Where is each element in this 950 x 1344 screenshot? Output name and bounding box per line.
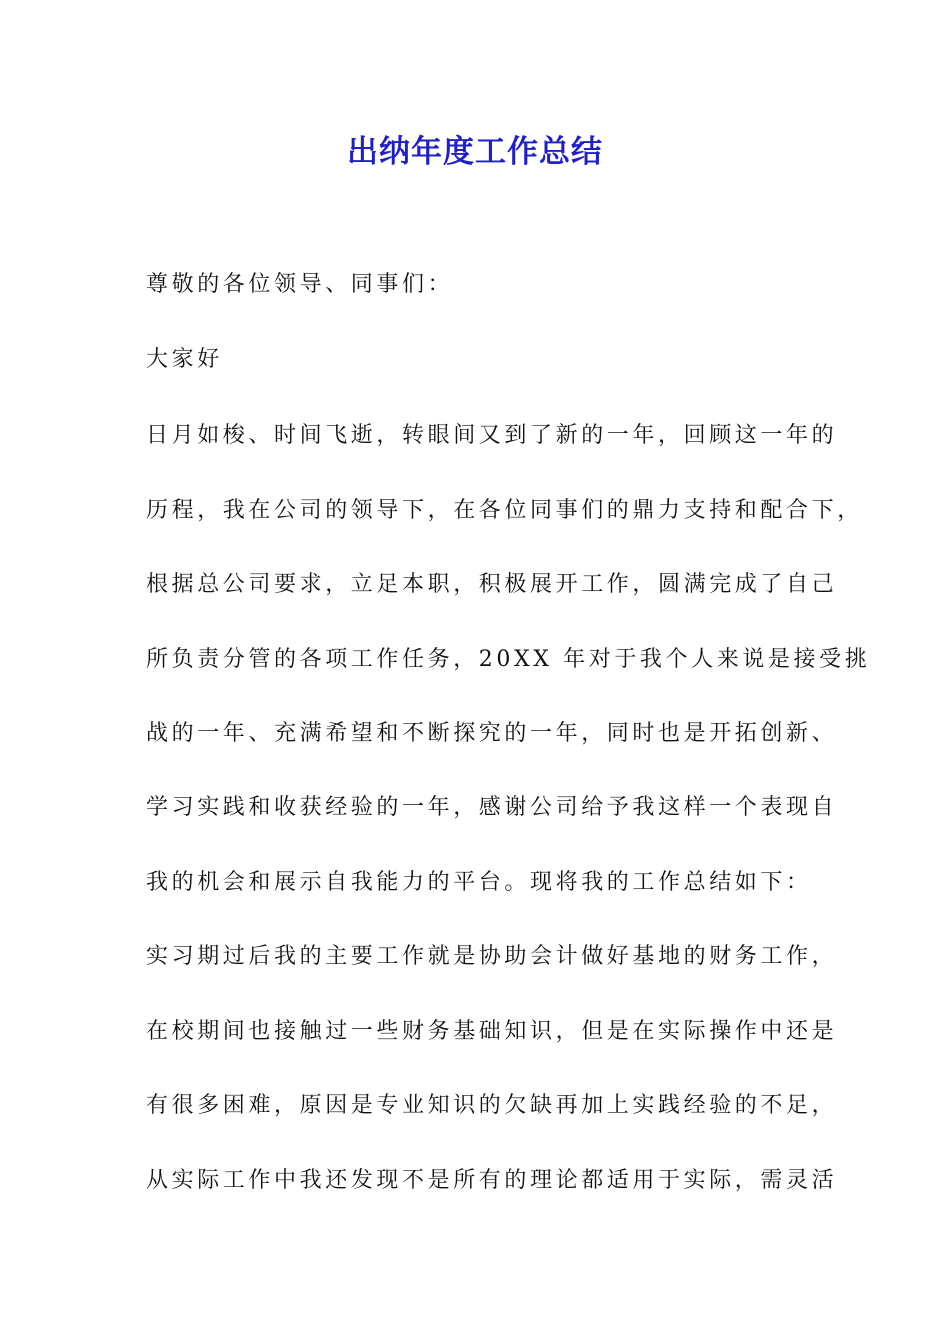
greeting-line: 大家好 (146, 347, 223, 372)
paragraph-line: 在校期间也接触过一些财务基础知识，但是在实际操作中还是 (146, 1019, 838, 1044)
paragraph-line: 我的机会和展示自我能力的平台。现将我的工作总结如下： (146, 870, 812, 895)
paragraph-line: 所负责分管的各项工作任务，20XX 年对于我个人来说是接受挑 (146, 647, 871, 672)
salutation-line: 尊敬的各位领导、同事们： (146, 272, 454, 297)
document-title: 出纳年度工作总结 (347, 134, 603, 170)
paragraph-line: 实习期过后我的主要工作就是协助会计做好基地的财务工作， (146, 944, 838, 969)
paragraph-line: 战的一年、充满希望和不断探究的一年，同时也是开拓创新、 (146, 721, 838, 746)
paragraph-line: 根据总公司要求，立足本职，积极展开工作，圆满完成了自己 (146, 572, 838, 597)
paragraph-line: 从实际工作中我还发现不是所有的理论都适用于实际，需灵活 (146, 1168, 838, 1193)
paragraph-line: 日月如梭、时间飞逝，转眼间又到了新的一年，回顾这一年的 (146, 423, 838, 448)
paragraph-line: 学习实践和收获经验的一年，感谢公司给予我这样一个表现自 (146, 795, 838, 820)
paragraph-line: 历程，我在公司的领导下，在各位同事们的鼎力支持和配合下， (146, 498, 863, 523)
paragraph-line: 有很多困难，原因是专业知识的欠缺再加上实践经验的不足， (146, 1093, 838, 1118)
